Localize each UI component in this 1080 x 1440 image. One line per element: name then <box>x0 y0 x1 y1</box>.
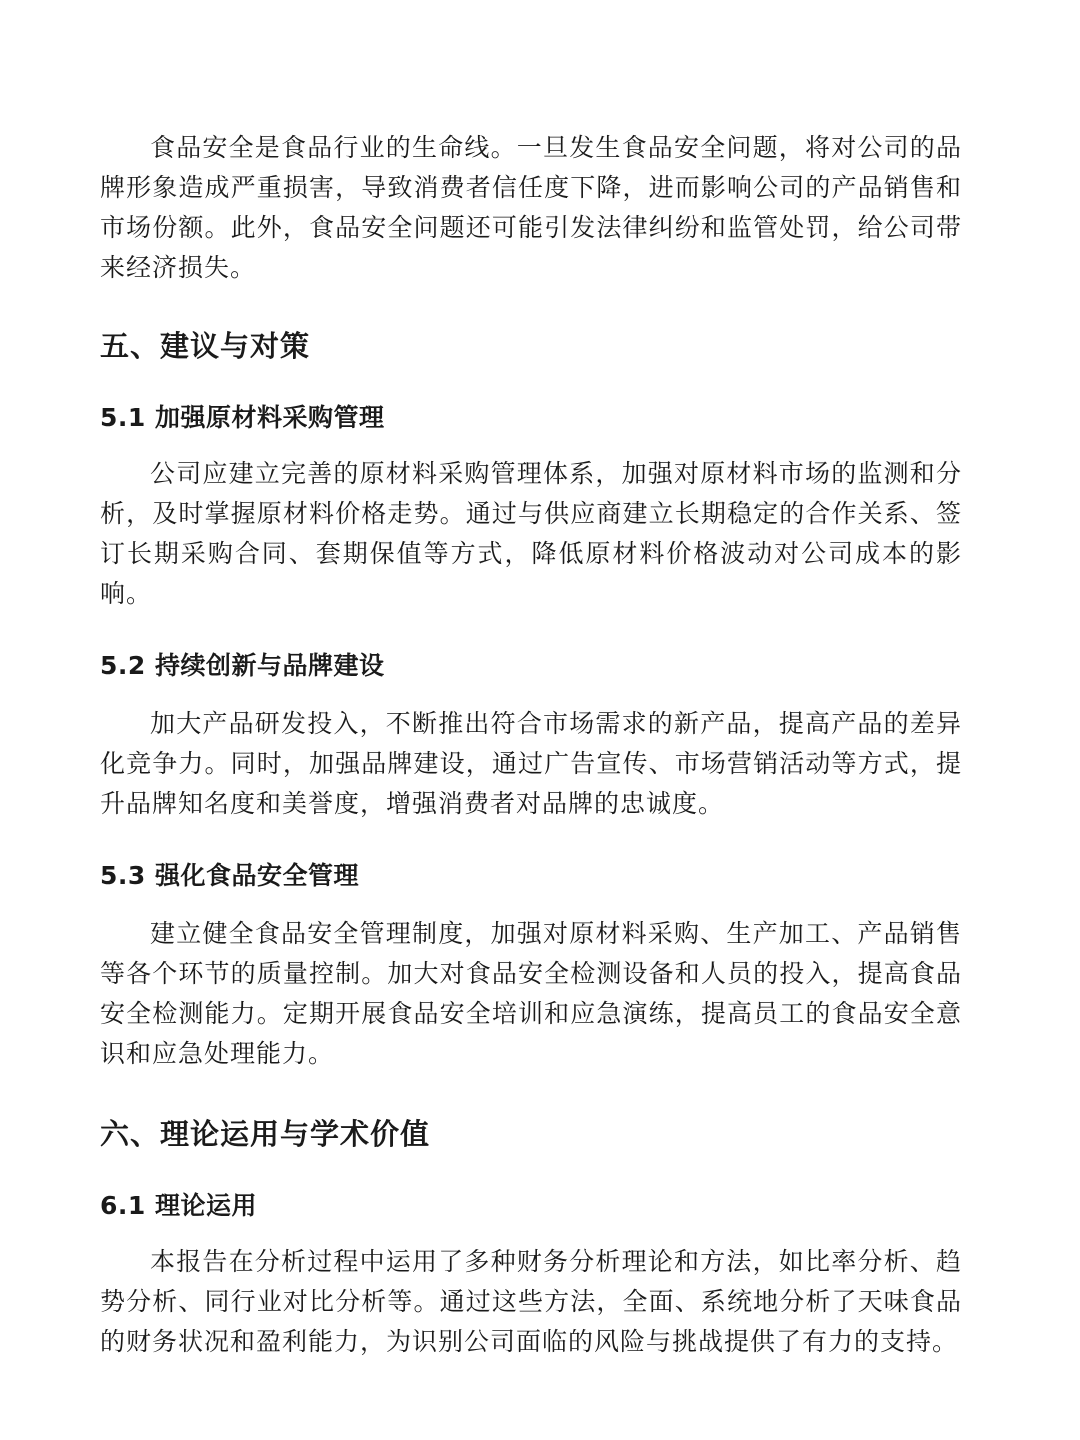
paragraph-6-1: 本报告在分析过程中运用了多种财务分析理论和方法，如比率分析、趋势分析、同行业对比分析等。通过这些方法，全面、系统地分析了天味食品的财务状况和盈利能力，为识别公司面临的风险与挑战提供了有力的支持。 <box>100 1247 962 1356</box>
paragraph-5-3: 建立健全食品安全管理制度，加强对原材料采购、生产加工、产品销售等各个环节的质量控制。加大对食品安全检测设备和人员的投入，提高食品安全检测能力。定期开展食品安全培训和应急演练，提高员工的食品安全意识和应急处理能力。 <box>100 919 962 1068</box>
paragraph-5-1: 公司应建立完善的原材料采购管理体系，加强对原材料市场的监测和分析，及时掌握原材料价格走势。通过与供应商建立长期稳定的合作关系、签订长期采购合同、套期保值等方式，降低原材料价格波动对公司成本的影响。 <box>100 459 962 608</box>
subsection-heading-6-1: 6.1 理论运用 <box>100 1191 257 1220</box>
subsection-heading-5-3: 5.3 强化食品安全管理 <box>100 861 359 890</box>
subsection-heading-5-2: 5.2 持续创新与品牌建设 <box>100 651 385 680</box>
paragraph-food-safety: 食品安全是食品行业的生命线。一旦发生食品安全问题，将对公司的品牌形象造成严重损害，导致消费者信任度下降，进而影响公司的产品销售和市场份额。此外，食品安全问题还可能引发法律纠纷和监管处罚，给公司带来经济损失。 <box>100 133 962 282</box>
subsection-heading-5-1: 5.1 加强原材料采购管理 <box>100 403 385 432</box>
section-heading-theory: 六、理论运用与学术价值 <box>100 1117 431 1151</box>
section-heading-recommendations: 五、建议与对策 <box>100 329 311 363</box>
paragraph-5-2: 加大产品研发投入，不断推出符合市场需求的新产品，提高产品的差异化竞争力。同时，加强品牌建设，通过广告宣传、市场营销活动等方式，提升品牌知名度和美誉度，增强消费者对品牌的忠诚度。 <box>100 709 962 818</box>
